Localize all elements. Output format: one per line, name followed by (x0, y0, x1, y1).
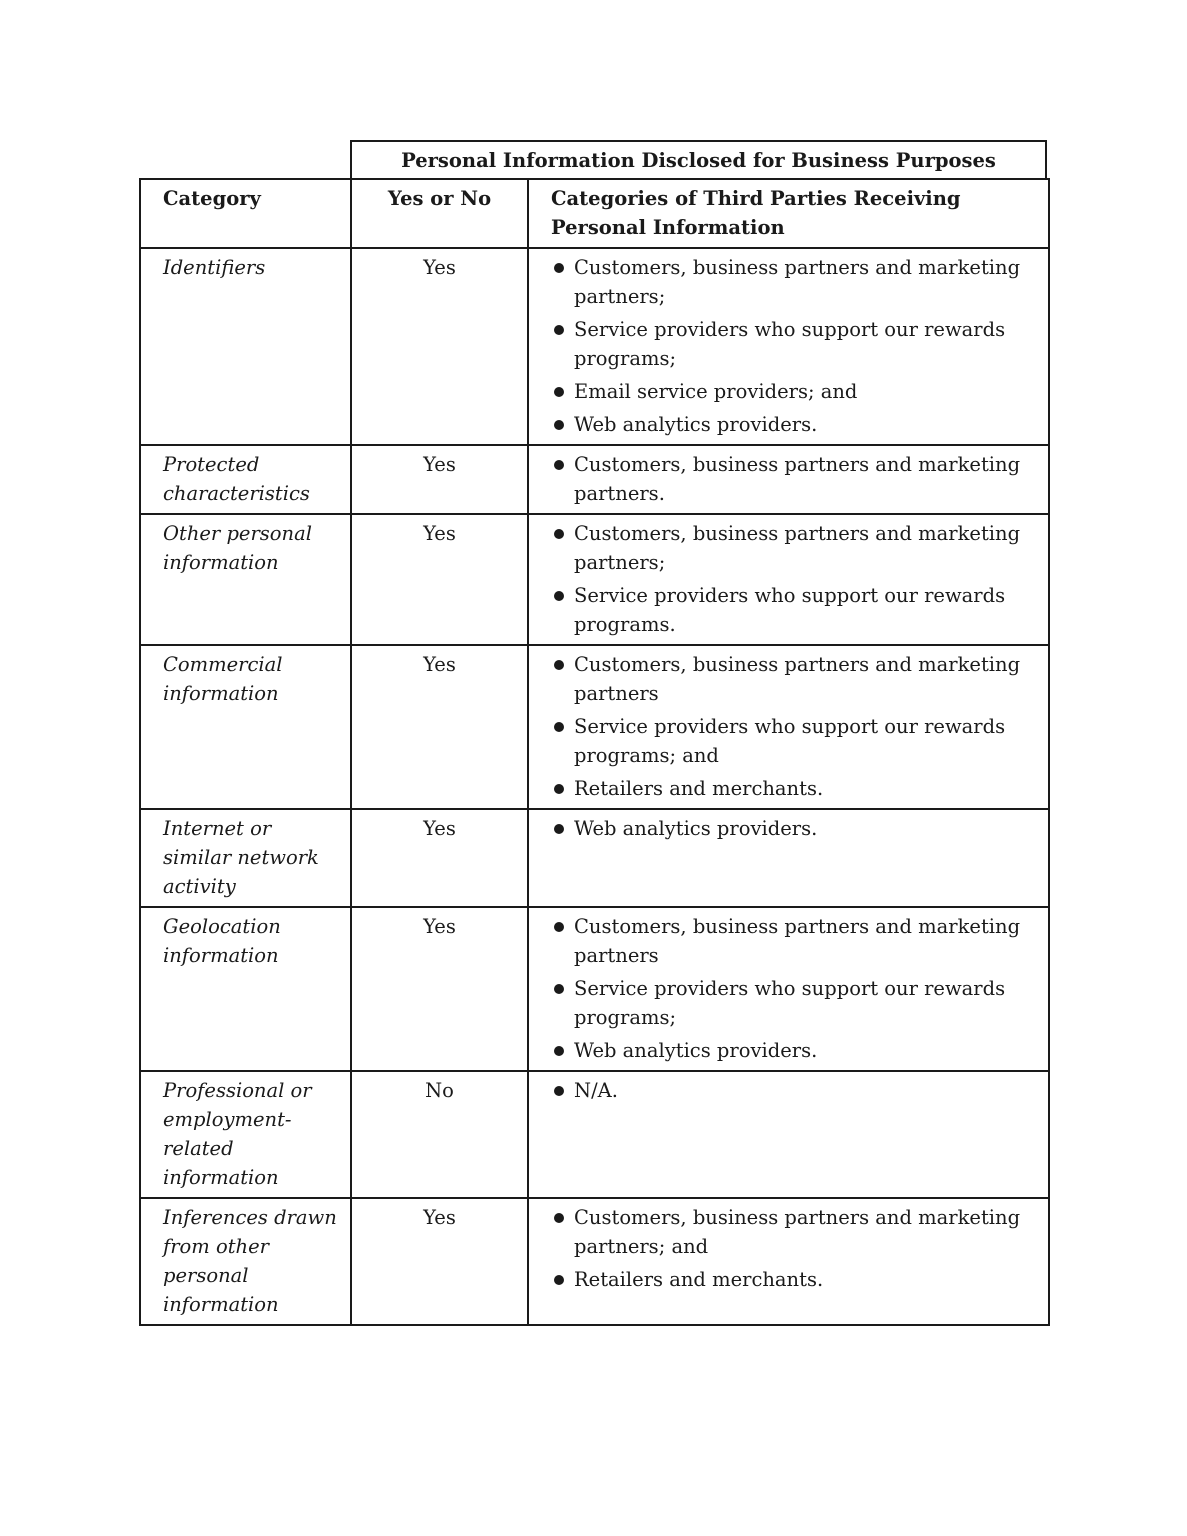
header-category: Category (140, 179, 351, 248)
third-parties-list (551, 1203, 1036, 1294)
header-yes-no: Yes or No (351, 179, 528, 248)
list-item: Service providers who support our rewards programs; (551, 315, 1036, 373)
table-row (140, 907, 1049, 1071)
list-item: Retailers and merchants. (551, 1265, 1036, 1294)
category-cell: Protected characteristics (140, 445, 351, 514)
list-item: Web analytics providers. (551, 1036, 1036, 1065)
third-parties-cell (528, 809, 1049, 907)
list-item: Customers, business partners and marketing partners; (551, 519, 1036, 577)
list-item: N/A. (551, 1076, 1036, 1105)
yes-no-cell: Yes (351, 645, 528, 809)
list-item: Retailers and merchants. (551, 774, 1036, 803)
third-parties-list (551, 912, 1036, 1065)
table-row (140, 1198, 1049, 1325)
category-cell: Commercial information (140, 645, 351, 809)
table-row (140, 445, 1049, 514)
third-parties-cell (528, 645, 1049, 809)
third-parties-cell (528, 907, 1049, 1071)
list-item: Web analytics providers. (551, 410, 1036, 439)
yes-no-cell: Yes (351, 1198, 528, 1325)
category-cell: Geolocation information (140, 907, 351, 1071)
category-cell: Internet or similar network activity (140, 809, 351, 907)
list-item: Customers, business partners and marketing partners. (551, 450, 1036, 508)
list-item: Customers, business partners and marketing partners (551, 650, 1036, 708)
third-parties-cell (528, 514, 1049, 645)
table-row (140, 1071, 1049, 1198)
category-cell: Professional or employment-related information (140, 1071, 351, 1198)
yes-no-cell: Yes (351, 907, 528, 1071)
table-title: Personal Information Disclosed for Business Purposes (350, 140, 1047, 179)
third-parties-cell (528, 1071, 1049, 1198)
third-parties-cell (528, 248, 1049, 445)
yes-no-cell: Yes (351, 445, 528, 514)
third-parties-list (551, 450, 1036, 508)
third-parties-cell (528, 445, 1049, 514)
category-cell: Inferences drawn from other personal information (140, 1198, 351, 1325)
list-item: Email service providers; and (551, 377, 1036, 406)
yes-no-cell: Yes (351, 809, 528, 907)
third-parties-list (551, 253, 1036, 439)
table-row (140, 248, 1049, 445)
disclosure-table (139, 178, 1050, 1326)
category-cell: Identifiers (140, 248, 351, 445)
list-item: Customers, business partners and marketing partners (551, 912, 1036, 970)
list-item: Service providers who support our rewards programs. (551, 581, 1036, 639)
list-item: Customers, business partners and marketing partners; and (551, 1203, 1036, 1261)
third-parties-list (551, 519, 1036, 639)
third-parties-list (551, 650, 1036, 803)
table-row (140, 645, 1049, 809)
third-parties-cell (528, 1198, 1049, 1325)
yes-no-cell: Yes (351, 248, 528, 445)
table-header-row (140, 179, 1049, 248)
list-item: Customers, business partners and marketing partners; (551, 253, 1036, 311)
category-cell: Other personal information (140, 514, 351, 645)
list-item: Service providers who support our rewards programs; (551, 974, 1036, 1032)
yes-no-cell: No (351, 1071, 528, 1198)
header-third-parties: Categories of Third Parties Receiving Personal Information (528, 179, 1049, 248)
table-row (140, 809, 1049, 907)
third-parties-list (551, 814, 1036, 843)
third-parties-list (551, 1076, 1036, 1105)
table-body (140, 248, 1049, 1325)
table-row (140, 514, 1049, 645)
yes-no-cell: Yes (351, 514, 528, 645)
list-item: Web analytics providers. (551, 814, 1036, 843)
list-item: Service providers who support our rewards programs; and (551, 712, 1036, 770)
